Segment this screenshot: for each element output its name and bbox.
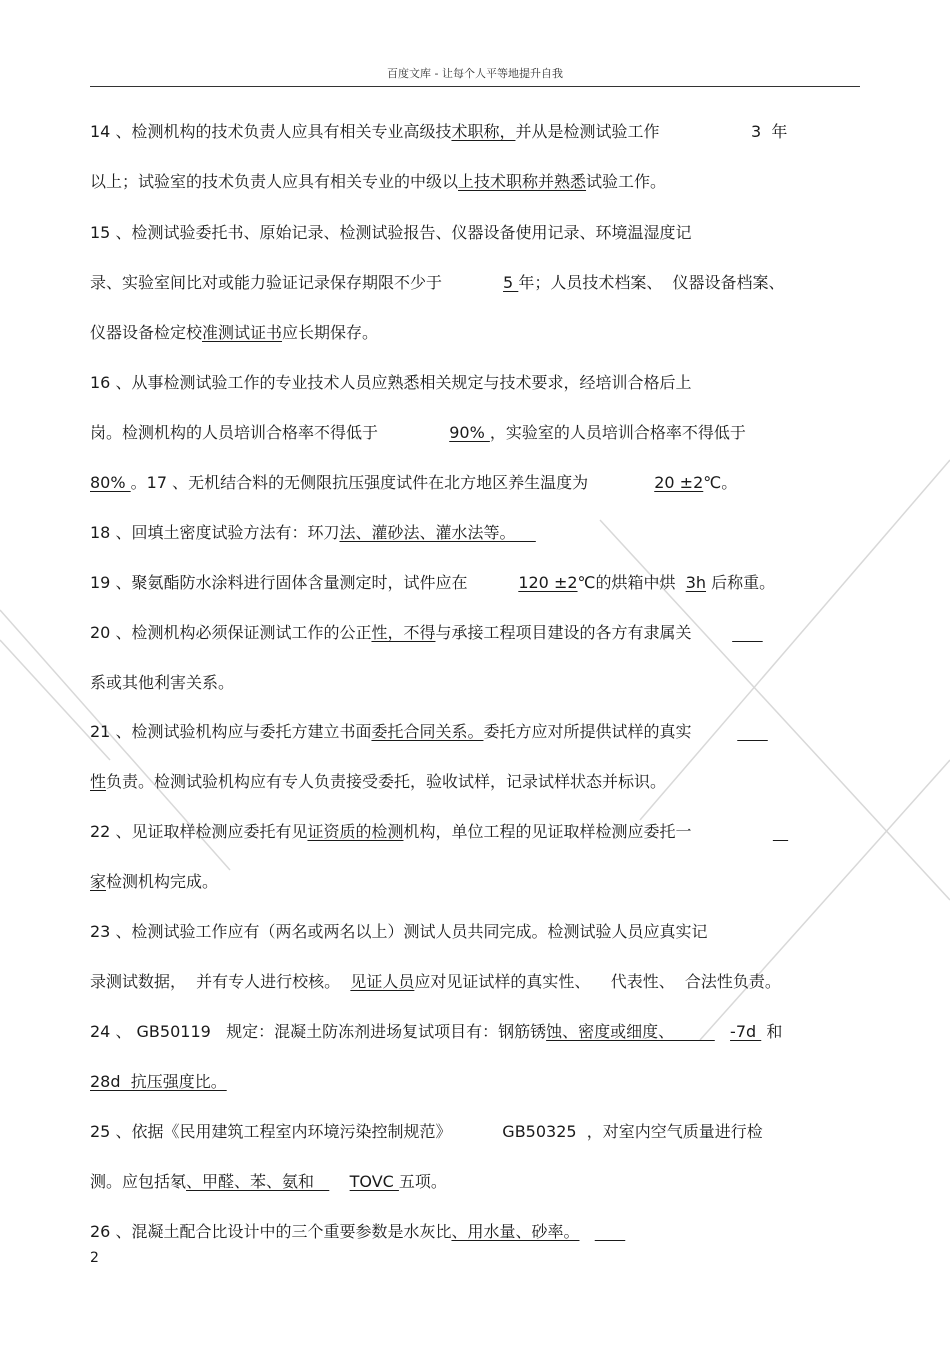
text-line [90, 572, 775, 594]
line-text: ，实验室的人员培训合格率不得低于 [489, 423, 746, 442]
line-text: 岗。检测机构的人员培训合格率不得低于 [90, 423, 450, 442]
underlined-answer: 家 [90, 872, 107, 891]
line-text: 23 、检测试验工作应有（两名或两名以上）测试人员共同完成。检测试验人员应真实记 [90, 922, 708, 941]
line-text: 后称重。 [706, 573, 776, 592]
text-line [90, 622, 763, 644]
text-line [90, 1021, 782, 1043]
page-number: 2 [90, 1250, 99, 1266]
underlined-answer: -7d [730, 1022, 762, 1041]
line-text: 20 、检测机构必须保证测试工作的公正 [90, 623, 372, 642]
text-line [90, 1221, 625, 1243]
line-text: 系或其他利害关系。 [90, 673, 235, 692]
line-text: ℃。 [703, 473, 738, 492]
line-text: 和 [761, 1022, 783, 1041]
underlined-answer: 80% [90, 473, 131, 492]
line-text: 机构，单位工程的见证取样检测应委托一 [403, 822, 773, 841]
underlined-answer: 20 ±2 [654, 473, 704, 492]
text-line [90, 771, 666, 793]
line-text: 。17 、无机结合料的无侧限抗压强度试件在北方地区养生温度为 [130, 473, 655, 492]
underlined-answer [732, 623, 763, 642]
line-text: 19 、聚氨酯防水涂料进行固体含量测定时，试件应在 [90, 573, 519, 592]
line-text: 负责。检测试验机构应有专人负责接受委托，验收试样，记录试样状态并标识。 [106, 772, 667, 791]
line-text: 应长期保存。 [282, 323, 379, 342]
text-line [90, 222, 691, 244]
text-line [90, 821, 788, 843]
text-line [90, 522, 536, 544]
text-line [90, 121, 787, 143]
text-line [90, 171, 666, 193]
text-line [90, 921, 707, 943]
underlined-answer: 120 ±2 [518, 573, 578, 592]
text-line [90, 1121, 763, 1143]
text-line [90, 372, 691, 394]
underlined-answer: 术职称， [451, 122, 516, 141]
line-text: 试验工作。 [586, 172, 667, 191]
text-line [90, 672, 234, 694]
underlined-answer: 上技术职称并熟悉 [458, 172, 587, 191]
underlined-answer: 法、灌砂法、灌水法等。 [339, 523, 536, 542]
line-text: 与承接工程项目建设的各方有隶属关 [435, 623, 733, 642]
text-line [90, 422, 746, 444]
line-text: 以上；试验室的技术负责人应具有相关专业的中级以 [90, 172, 459, 191]
line-text: 仪器设备检定校 [90, 323, 203, 342]
text-line [90, 1171, 447, 1193]
line-text: 15 、检测试验委托书、原始记录、检测试验报告、仪器设备使用记录、环境温湿度记 [90, 223, 692, 242]
text-line [90, 1071, 227, 1093]
line-text: 24 、 GB50119 规定：混凝土防冻剂进场复试项目有：钢筋锈 [90, 1022, 547, 1041]
text-line [90, 322, 378, 344]
underlined-answer: 、甲醛、苯、氨和 [186, 1172, 330, 1191]
underlined-answer [595, 1222, 626, 1241]
line-text: ℃的烘箱中烘 [577, 573, 686, 592]
underlined-answer: 5 [503, 273, 519, 292]
line-text [715, 1022, 730, 1041]
text-line [90, 871, 218, 893]
text-line [90, 971, 781, 993]
line-text: 录测试数据， 并有专人进行校核。 [90, 972, 351, 991]
underlined-answer: 准测试证书 [202, 323, 283, 342]
line-text: 应对见证试样的真实性、 代表性、 合法性负责。 [414, 972, 781, 991]
text-line [90, 472, 737, 494]
underlined-answer [737, 722, 768, 741]
line-text: 21 、检测试验机构应与委托方建立书面 [90, 722, 372, 741]
line-text: 22 、见证取样检测应委托有见 [90, 822, 308, 841]
line-text [579, 1222, 594, 1241]
underlined-answer: 28d 抗压强度比。 [90, 1072, 227, 1091]
line-text: 测。应包括氡 [90, 1172, 187, 1191]
line-text: 录、实验室间比对或能力验证记录保存期限不少于 [90, 273, 504, 292]
text-line [90, 721, 768, 743]
underlined-answer: TOVC [349, 1172, 399, 1191]
line-text: 25 、依据《民用建筑工程室内环境污染控制规范》 GB50325 ，对室内空气质量进行检 [90, 1122, 763, 1141]
underlined-answer: 证资质的检测 [307, 822, 404, 841]
line-text: 18 、回填土密度试验方法有：环刀 [90, 523, 340, 542]
underlined-answer: 蚀、密度或细度、 [546, 1022, 715, 1041]
underlined-answer: 3h [685, 573, 707, 592]
line-text: 26 、混凝土配合比设计中的三个重要参数是水灰比 [90, 1222, 452, 1241]
line-text: 年；人员技术档案、 仪器设备档案、 [518, 273, 785, 292]
underlined-answer: 90% [449, 423, 490, 442]
line-text: 并从是检测试验工作 3 年 [515, 122, 788, 141]
line-text: 14 、检测机构的技术负责人应具有相关专业高级技 [90, 122, 452, 141]
line-text: 委托方应对所提供试样的真实 [483, 722, 738, 741]
line-text [329, 1172, 349, 1191]
text-line [90, 272, 785, 294]
underlined-answer: 性，不得 [371, 623, 436, 642]
underlined-answer: 、用水量、砂率。 [451, 1222, 580, 1241]
line-text: 五项。 [398, 1172, 447, 1191]
underlined-answer: 见证人员 [350, 972, 415, 991]
underlined-answer: 委托合同关系。 [371, 722, 484, 741]
page-header: 百度文库 - 让每个人平等地提升自我 [90, 64, 860, 87]
underlined-answer: 性 [90, 772, 107, 791]
line-text: 检测机构完成。 [106, 872, 219, 891]
underlined-answer [773, 822, 788, 841]
line-text: 16 、从事检测试验工作的专业技术人员应熟悉相关规定与技术要求，经培训合格后上 [90, 373, 692, 392]
